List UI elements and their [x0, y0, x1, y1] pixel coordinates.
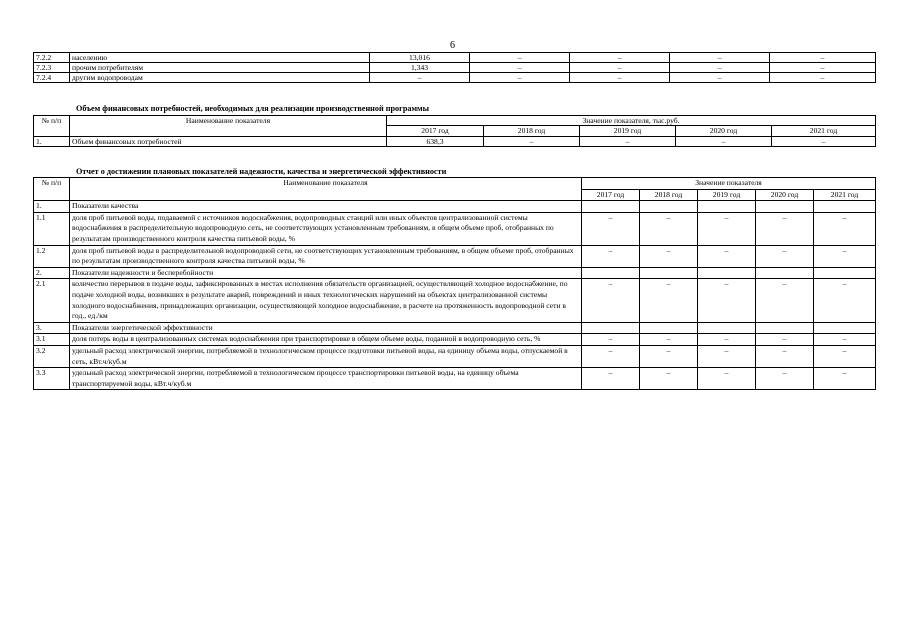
- value-2018: –: [640, 212, 698, 245]
- continuation-table: [33, 52, 876, 83]
- value-2020: –: [670, 73, 770, 83]
- row-number: 7.2.3: [34, 63, 70, 73]
- row-name: прочим потребителям: [70, 63, 370, 73]
- header-year: 2021 год: [814, 189, 876, 201]
- value-2020: –: [756, 334, 814, 346]
- row-name: доля потерь воды в централизованных системах водоснабжения при транспортировке в общем объеме воды, поданной в водопроводную сеть, %: [70, 334, 582, 346]
- value-2020: –: [756, 279, 814, 322]
- row-name: другим водопроводам: [70, 73, 370, 83]
- group-row: [34, 201, 876, 213]
- financial-needs-caption: Объем финансовых потребностей, необходимых для реализации производственной программы: [76, 104, 430, 113]
- value-2021: –: [772, 136, 876, 146]
- value-2017: 13,016: [370, 53, 470, 63]
- value-2021: –: [814, 368, 876, 390]
- table-row: [34, 136, 876, 146]
- header-value: Значение показателя, тыс.руб.: [387, 116, 876, 126]
- table-row: [34, 73, 876, 83]
- value-2019: –: [698, 368, 756, 390]
- header-year: 2021 год: [772, 126, 876, 136]
- row-number: 3.3: [34, 368, 70, 390]
- row-number: 1.1: [34, 212, 70, 245]
- header-number: № п/п: [34, 116, 70, 137]
- table-row: [34, 345, 876, 367]
- value-2017: –: [582, 345, 640, 367]
- value-2018: –: [640, 279, 698, 322]
- indicators-report-table: [33, 177, 876, 390]
- row-name: доля проб питьевой воды в распределительной водопроводной сети, не соответствующих установленным требованиям, в общем объеме проб, отобранных по результатам производственного контроля качества питьевой воды, %: [70, 245, 582, 267]
- value-2019: –: [698, 245, 756, 267]
- value-2019: –: [570, 63, 670, 73]
- value-2017: –: [582, 368, 640, 390]
- row-name: Показатели энергетической эффективности: [70, 322, 582, 334]
- value-2018: –: [640, 334, 698, 346]
- financial-needs-table: [33, 115, 876, 147]
- row-name: населению: [70, 53, 370, 63]
- indicators-report-caption: Отчет о достижении плановых показателей надежности, качества и энергетической эффективности: [76, 167, 447, 176]
- value-2017: –: [582, 212, 640, 245]
- value-2021: –: [814, 212, 876, 245]
- value-2021: –: [814, 334, 876, 346]
- table-row: [34, 63, 876, 73]
- row-number: 7.2.2: [34, 53, 70, 63]
- value-2021: –: [770, 73, 876, 83]
- row-name: Объем финансовых потребностей: [70, 136, 387, 146]
- value-2018: –: [484, 136, 580, 146]
- row-number: 2.1: [34, 279, 70, 322]
- row-name: удельный расход электрической энергии, потребляемой в технологическом процессе транспортировки питьевой воды, на единицу объема транспортируемой воды, кВт.ч/куб.м: [70, 368, 582, 390]
- row-name: количество перерывов в подаче воды, зафиксированных в местах исполнения обязательств организацией, осуществляющей холодное водоснабжение, по подаче холодной воды, возникших в результате аварий, повреждений и иных технологических нарушений на объектах централизованной системы холодного водоснабжения, принадлежащих организации, осуществляющей холодное водоснабжение, в расчете на протяженность водопроводной сети в год., ед./км: [70, 279, 582, 322]
- value-2020: –: [756, 212, 814, 245]
- header-year: 2018 год: [640, 189, 698, 201]
- group-row: [34, 267, 876, 279]
- table-row: [34, 212, 876, 245]
- row-name: Показатели качества: [70, 201, 582, 213]
- header-name: Наименование показателя: [70, 178, 582, 201]
- row-number: 3.2: [34, 345, 70, 367]
- value-2017: 638,3: [387, 136, 484, 146]
- table-row: [34, 368, 876, 390]
- table-row: [34, 279, 876, 322]
- value-2019: –: [698, 212, 756, 245]
- row-number: 3.1: [34, 334, 70, 346]
- table-row: [34, 53, 876, 63]
- page-number: 6: [450, 40, 455, 51]
- value-2021: –: [814, 279, 876, 322]
- value-2017: –: [582, 245, 640, 267]
- value-2019: –: [698, 279, 756, 322]
- header-year: 2017 год: [387, 126, 484, 136]
- value-2020: –: [676, 136, 772, 146]
- value-2018: –: [470, 53, 570, 63]
- value-2021: –: [770, 53, 876, 63]
- header-year: 2019 год: [580, 126, 676, 136]
- value-2019: –: [698, 345, 756, 367]
- header-name: Наименование показателя: [70, 116, 387, 137]
- table-row: [34, 334, 876, 346]
- row-name: удельный расход электрической энергии, потребляемой в технологическом процессе подготовки питьевой воды, на единицу объема воды, отпускаемой в сеть, кВт.ч/куб.м: [70, 345, 582, 367]
- row-number: 2.: [34, 267, 70, 279]
- value-2021: –: [770, 63, 876, 73]
- value-2017: –: [370, 73, 470, 83]
- value-2021: –: [814, 245, 876, 267]
- row-number: 1.: [34, 136, 70, 146]
- header-value: Значение показателя: [582, 178, 876, 190]
- value-2017: –: [582, 279, 640, 322]
- header-year: 2020 год: [756, 189, 814, 201]
- value-2018: –: [470, 73, 570, 83]
- row-number: 1.: [34, 201, 70, 213]
- row-number: 3.: [34, 322, 70, 334]
- value-2019: –: [698, 334, 756, 346]
- group-row: [34, 322, 876, 334]
- value-2017: –: [582, 334, 640, 346]
- value-2020: –: [670, 53, 770, 63]
- value-2018: –: [640, 245, 698, 267]
- value-2018: –: [470, 63, 570, 73]
- row-name: доля проб питьевой воды, подаваемой с источников водоснабжения, водопроводных станций или иных объектов централизованной системы водоснабжения в распределительную водопроводную сеть, не соответствующих установленным требованиям, в общем объеме проб, отобранных по результатам производственного контроля качества питьевой воды, %: [70, 212, 582, 245]
- value-2020: –: [756, 368, 814, 390]
- value-2020: –: [670, 63, 770, 73]
- value-2019: –: [580, 136, 676, 146]
- value-2019: –: [570, 53, 670, 63]
- header-year: 2018 год: [484, 126, 580, 136]
- value-2020: –: [756, 345, 814, 367]
- row-name: Показатели надежности и бесперебойности: [70, 267, 582, 279]
- value-2021: –: [814, 345, 876, 367]
- value-2019: –: [570, 73, 670, 83]
- header-year: 2019 год: [698, 189, 756, 201]
- row-number: 7.2.4: [34, 73, 70, 83]
- value-2018: –: [640, 368, 698, 390]
- table-row: [34, 245, 876, 267]
- row-number: 1.2: [34, 245, 70, 267]
- header-year: 2020 год: [676, 126, 772, 136]
- value-2017: 1,343: [370, 63, 470, 73]
- value-2018: –: [640, 345, 698, 367]
- value-2020: –: [756, 245, 814, 267]
- header-year: 2017 год: [582, 189, 640, 201]
- header-number: № п/п: [34, 178, 70, 201]
